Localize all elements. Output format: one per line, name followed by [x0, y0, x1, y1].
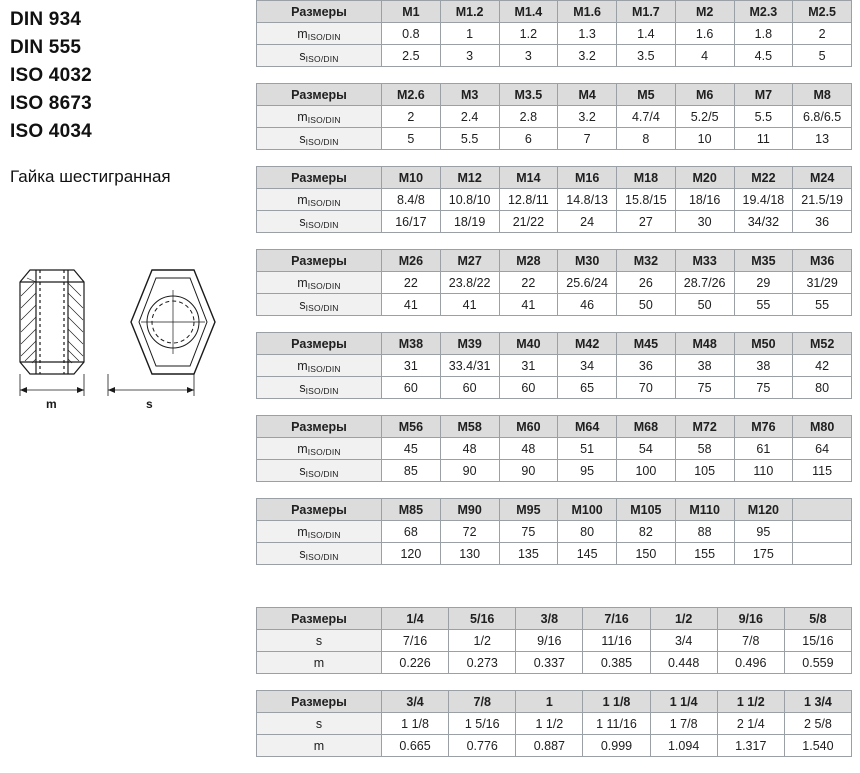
value-cell: 3 — [499, 45, 558, 67]
value-cell: 115 — [793, 460, 852, 482]
value-cell: 41 — [440, 294, 499, 316]
table-row — [257, 521, 852, 543]
row-label-s: $s_{ISO/DIN}$ — [257, 460, 382, 482]
row-label-m: $m_{ISO/DIN}$ — [257, 272, 382, 294]
value-cell: 110 — [734, 460, 793, 482]
size-cell: M58 — [440, 416, 499, 438]
standard-item: ISO 8673 — [10, 93, 92, 114]
value-cell: 1.094 — [650, 735, 717, 757]
size-cell: M26 — [382, 250, 441, 272]
size-cell: M1.7 — [617, 1, 676, 23]
row-label-m: $m_{ISO/DIN}$ — [257, 106, 382, 128]
row-header-label: Размеры — [257, 333, 382, 355]
value-cell: 38 — [734, 355, 793, 377]
value-cell: 1 11/16 — [583, 713, 650, 735]
value-cell: 19.4/18 — [734, 189, 793, 211]
table-row — [257, 608, 852, 630]
table-row — [257, 167, 852, 189]
size-cell: 1 1/8 — [583, 691, 650, 713]
row-label-s: $s_{ISO/DIN}$ — [257, 211, 382, 233]
value-cell: 1.2 — [499, 23, 558, 45]
value-cell: 55 — [793, 294, 852, 316]
value-cell: 7 — [558, 128, 617, 150]
table-row — [257, 106, 852, 128]
value-cell: 1.317 — [717, 735, 784, 757]
table-row — [257, 652, 852, 674]
size-cell: M95 — [499, 499, 558, 521]
row-header-label: Размеры — [257, 167, 382, 189]
value-cell: 8 — [617, 128, 676, 150]
value-cell: 0.385 — [583, 652, 650, 674]
size-cell: M68 — [617, 416, 676, 438]
value-cell: 3.2 — [558, 45, 617, 67]
value-cell: 23.8/22 — [440, 272, 499, 294]
size-cell: M8 — [793, 84, 852, 106]
size-cell: M1.4 — [499, 1, 558, 23]
row-label-s: s — [257, 630, 382, 652]
part-name: Гайка шестигранная — [10, 167, 171, 186]
value-cell: 0.999 — [583, 735, 650, 757]
row-header-label: Размеры — [257, 250, 382, 272]
value-cell: 9/16 — [516, 630, 583, 652]
table-row — [257, 23, 852, 45]
row-header-label: Размеры — [257, 499, 382, 521]
value-cell: 31/29 — [793, 272, 852, 294]
size-cell: M14 — [499, 167, 558, 189]
value-cell: 75 — [499, 521, 558, 543]
table-row — [257, 189, 852, 211]
value-cell: 80 — [558, 521, 617, 543]
size-cell: M18 — [617, 167, 676, 189]
row-label-m: $m_{ISO/DIN}$ — [257, 189, 382, 211]
value-cell: 2 — [382, 106, 441, 128]
table-row — [257, 630, 852, 652]
row-header-label: Размеры — [257, 84, 382, 106]
size-cell: M3.5 — [499, 84, 558, 106]
value-cell: 46 — [558, 294, 617, 316]
size-cell: 3/4 — [382, 691, 449, 713]
value-cell: 18/19 — [440, 211, 499, 233]
value-cell: 34/32 — [734, 211, 793, 233]
row-header-label: Размеры — [257, 1, 382, 23]
table-row — [257, 45, 852, 67]
standards-list — [10, 6, 250, 146]
value-cell: 12.8/11 — [499, 189, 558, 211]
size-cell: M32 — [617, 250, 676, 272]
dimension-tables — [256, 0, 856, 773]
value-cell: 48 — [499, 438, 558, 460]
value-cell: 5.2/5 — [675, 106, 734, 128]
table-row — [257, 499, 852, 521]
table-row — [257, 438, 852, 460]
value-cell: 2 5/8 — [784, 713, 851, 735]
value-cell: 8.4/8 — [382, 189, 441, 211]
value-cell: 100 — [617, 460, 676, 482]
value-cell: 4 — [675, 45, 734, 67]
size-cell: M52 — [793, 333, 852, 355]
size-cell: M2.6 — [382, 84, 441, 106]
size-cell: M120 — [734, 499, 793, 521]
size-cell: 1/2 — [650, 608, 717, 630]
standard-item: ISO 4032 — [10, 65, 92, 86]
size-cell: M2 — [675, 1, 734, 23]
table-row — [257, 377, 852, 399]
hex-nut-drawing — [8, 248, 238, 413]
size-cell: M60 — [499, 416, 558, 438]
size-cell: 1 3/4 — [784, 691, 851, 713]
value-cell: 3/4 — [650, 630, 717, 652]
value-cell: 145 — [558, 543, 617, 565]
dimension-label-m: m — [46, 397, 57, 411]
value-cell: 60 — [382, 377, 441, 399]
table-row — [257, 355, 852, 377]
value-cell: 31 — [382, 355, 441, 377]
table-row — [257, 333, 852, 355]
row-label-m: $m_{ISO/DIN}$ — [257, 521, 382, 543]
standard-item: DIN 934 — [10, 9, 82, 30]
value-cell: 6 — [499, 128, 558, 150]
empty-cell — [793, 499, 852, 521]
row-label-m: $m_{ISO/DIN}$ — [257, 438, 382, 460]
value-cell: 14.8/13 — [558, 189, 617, 211]
row-label-s: $s_{ISO/DIN}$ — [257, 543, 382, 565]
value-cell: 2 1/4 — [717, 713, 784, 735]
left-column — [10, 6, 250, 188]
value-cell: 0.273 — [449, 652, 516, 674]
value-cell: 41 — [499, 294, 558, 316]
table-row — [257, 294, 852, 316]
size-cell: M1.6 — [558, 1, 617, 23]
value-cell: 1.540 — [784, 735, 851, 757]
dimension-table-metric-2 — [256, 83, 852, 150]
size-cell: M1 — [382, 1, 441, 23]
size-cell: M10 — [382, 167, 441, 189]
size-cell: M38 — [382, 333, 441, 355]
value-cell: 80 — [793, 377, 852, 399]
table-row — [257, 211, 852, 233]
dimension-table-metric-7 — [256, 498, 852, 565]
value-cell: 72 — [440, 521, 499, 543]
row-label-m: $m_{ISO/DIN}$ — [257, 23, 382, 45]
size-cell: M90 — [440, 499, 499, 521]
value-cell: 3.5 — [617, 45, 676, 67]
value-cell: 70 — [617, 377, 676, 399]
row-header-label: Размеры — [257, 691, 382, 713]
value-cell: 7/8 — [717, 630, 784, 652]
size-cell: M36 — [793, 250, 852, 272]
value-cell: 61 — [734, 438, 793, 460]
row-label-s: $s_{ISO/DIN}$ — [257, 128, 382, 150]
value-cell: 55 — [734, 294, 793, 316]
value-cell: 85 — [382, 460, 441, 482]
size-cell: 5/8 — [784, 608, 851, 630]
empty-cell — [793, 543, 852, 565]
value-cell: 82 — [617, 521, 676, 543]
size-cell: M64 — [558, 416, 617, 438]
value-cell: 31 — [499, 355, 558, 377]
value-cell: 95 — [734, 521, 793, 543]
value-cell: 88 — [675, 521, 734, 543]
dimension-table-metric-3 — [256, 166, 852, 233]
value-cell: 130 — [440, 543, 499, 565]
standard-item: DIN 555 — [10, 37, 82, 58]
value-cell: 27 — [617, 211, 676, 233]
table-row — [257, 250, 852, 272]
value-cell: 1 5/16 — [449, 713, 516, 735]
value-cell: 58 — [675, 438, 734, 460]
value-cell: 1 — [440, 23, 499, 45]
size-cell: M12 — [440, 167, 499, 189]
value-cell: 150 — [617, 543, 676, 565]
value-cell: 36 — [617, 355, 676, 377]
size-cell: M20 — [675, 167, 734, 189]
size-cell: M33 — [675, 250, 734, 272]
value-cell: 1.8 — [734, 23, 793, 45]
value-cell: 175 — [734, 543, 793, 565]
row-label-m: $m_{ISO/DIN}$ — [257, 355, 382, 377]
row-header-label: Размеры — [257, 416, 382, 438]
value-cell: 41 — [382, 294, 441, 316]
size-cell: 1 1/2 — [717, 691, 784, 713]
size-cell: M45 — [617, 333, 676, 355]
size-cell: M5 — [617, 84, 676, 106]
value-cell: 75 — [675, 377, 734, 399]
value-cell: 5 — [793, 45, 852, 67]
value-cell: 50 — [675, 294, 734, 316]
table-row — [257, 128, 852, 150]
value-cell: 135 — [499, 543, 558, 565]
value-cell: 4.7/4 — [617, 106, 676, 128]
size-cell: M35 — [734, 250, 793, 272]
value-cell: 21.5/19 — [793, 189, 852, 211]
value-cell: 68 — [382, 521, 441, 543]
value-cell: 51 — [558, 438, 617, 460]
value-cell: 5.5 — [734, 106, 793, 128]
size-cell: M22 — [734, 167, 793, 189]
size-cell: M16 — [558, 167, 617, 189]
row-label-s: s — [257, 713, 382, 735]
size-cell: 1 — [516, 691, 583, 713]
size-cell: 7/8 — [449, 691, 516, 713]
value-cell: 10.8/10 — [440, 189, 499, 211]
row-label-s: $s_{ISO/DIN}$ — [257, 294, 382, 316]
value-cell: 54 — [617, 438, 676, 460]
value-cell: 15/16 — [784, 630, 851, 652]
dimension-table-imperial-1 — [256, 607, 852, 674]
value-cell: 33.4/31 — [440, 355, 499, 377]
dimension-table-metric-1 — [256, 0, 852, 67]
table-row — [257, 691, 852, 713]
dimension-table-metric-6 — [256, 415, 852, 482]
value-cell: 0.665 — [382, 735, 449, 757]
value-cell: 42 — [793, 355, 852, 377]
size-cell: M110 — [675, 499, 734, 521]
value-cell: 36 — [793, 211, 852, 233]
size-cell: M56 — [382, 416, 441, 438]
value-cell: 30 — [675, 211, 734, 233]
empty-cell — [793, 521, 852, 543]
value-cell: 90 — [499, 460, 558, 482]
size-cell: 7/16 — [583, 608, 650, 630]
value-cell: 1 1/8 — [382, 713, 449, 735]
value-cell: 22 — [382, 272, 441, 294]
size-cell: M6 — [675, 84, 734, 106]
value-cell: 155 — [675, 543, 734, 565]
value-cell: 4.5 — [734, 45, 793, 67]
value-cell: 45 — [382, 438, 441, 460]
size-cell: M105 — [617, 499, 676, 521]
value-cell: 105 — [675, 460, 734, 482]
value-cell: 0.559 — [784, 652, 851, 674]
value-cell: 1/2 — [449, 630, 516, 652]
value-cell: 11 — [734, 128, 793, 150]
value-cell: 7/16 — [382, 630, 449, 652]
value-cell: 60 — [440, 377, 499, 399]
size-cell: M42 — [558, 333, 617, 355]
value-cell: 28.7/26 — [675, 272, 734, 294]
value-cell: 64 — [793, 438, 852, 460]
dimension-label-s: s — [146, 397, 153, 411]
value-cell: 0.448 — [650, 652, 717, 674]
size-cell: M76 — [734, 416, 793, 438]
hex-nut-svg — [8, 248, 238, 413]
size-cell: M28 — [499, 250, 558, 272]
value-cell: 2 — [793, 23, 852, 45]
size-cell: 1/4 — [382, 608, 449, 630]
value-cell: 25.6/24 — [558, 272, 617, 294]
value-cell: 18/16 — [675, 189, 734, 211]
size-cell: M39 — [440, 333, 499, 355]
value-cell: 50 — [617, 294, 676, 316]
value-cell: 3.2 — [558, 106, 617, 128]
row-label-m: m — [257, 652, 382, 674]
table-row — [257, 460, 852, 482]
size-cell: M1.2 — [440, 1, 499, 23]
value-cell: 2.4 — [440, 106, 499, 128]
value-cell: 6.8/6.5 — [793, 106, 852, 128]
size-cell: M40 — [499, 333, 558, 355]
dimension-table-imperial-2 — [256, 690, 852, 757]
value-cell: 65 — [558, 377, 617, 399]
value-cell: 10 — [675, 128, 734, 150]
value-cell: 34 — [558, 355, 617, 377]
value-cell: 26 — [617, 272, 676, 294]
value-cell: 1.3 — [558, 23, 617, 45]
value-cell: 21/22 — [499, 211, 558, 233]
value-cell: 75 — [734, 377, 793, 399]
size-cell: 3/8 — [516, 608, 583, 630]
value-cell: 22 — [499, 272, 558, 294]
size-cell: M80 — [793, 416, 852, 438]
standard-item: ISO 4034 — [10, 121, 92, 142]
size-cell: 9/16 — [717, 608, 784, 630]
table-row — [257, 416, 852, 438]
value-cell: 5 — [382, 128, 441, 150]
size-cell: M24 — [793, 167, 852, 189]
size-cell: M30 — [558, 250, 617, 272]
value-cell: 0.8 — [382, 23, 441, 45]
size-cell: M100 — [558, 499, 617, 521]
size-cell: M48 — [675, 333, 734, 355]
value-cell: 1 1/2 — [516, 713, 583, 735]
value-cell: 15.8/15 — [617, 189, 676, 211]
value-cell: 2.8 — [499, 106, 558, 128]
value-cell: 95 — [558, 460, 617, 482]
table-row — [257, 1, 852, 23]
row-label-s: $s_{ISO/DIN}$ — [257, 377, 382, 399]
size-cell: M2.3 — [734, 1, 793, 23]
value-cell: 29 — [734, 272, 793, 294]
size-cell: M7 — [734, 84, 793, 106]
size-cell: M85 — [382, 499, 441, 521]
value-cell: 0.337 — [516, 652, 583, 674]
size-cell: M4 — [558, 84, 617, 106]
row-header-label: Размеры — [257, 608, 382, 630]
value-cell: 48 — [440, 438, 499, 460]
size-cell: M2.5 — [793, 1, 852, 23]
size-cell: 5/16 — [449, 608, 516, 630]
value-cell: 0.776 — [449, 735, 516, 757]
table-row — [257, 272, 852, 294]
value-cell: 11/16 — [583, 630, 650, 652]
value-cell: 24 — [558, 211, 617, 233]
value-cell: 60 — [499, 377, 558, 399]
size-cell: M50 — [734, 333, 793, 355]
size-cell: M72 — [675, 416, 734, 438]
size-cell: M3 — [440, 84, 499, 106]
value-cell: 1.6 — [675, 23, 734, 45]
row-label-m: m — [257, 735, 382, 757]
value-cell: 2.5 — [382, 45, 441, 67]
row-label-s: $s_{ISO/DIN}$ — [257, 45, 382, 67]
value-cell: 0.226 — [382, 652, 449, 674]
table-row — [257, 735, 852, 757]
table-row — [257, 543, 852, 565]
value-cell: 5.5 — [440, 128, 499, 150]
value-cell: 1 7/8 — [650, 713, 717, 735]
dimension-table-metric-5 — [256, 332, 852, 399]
value-cell: 1.4 — [617, 23, 676, 45]
value-cell: 90 — [440, 460, 499, 482]
value-cell: 120 — [382, 543, 441, 565]
table-row — [257, 84, 852, 106]
size-cell: M27 — [440, 250, 499, 272]
value-cell: 38 — [675, 355, 734, 377]
value-cell: 13 — [793, 128, 852, 150]
value-cell: 16/17 — [382, 211, 441, 233]
value-cell: 0.887 — [516, 735, 583, 757]
section-spacer — [256, 581, 856, 607]
value-cell: 3 — [440, 45, 499, 67]
value-cell: 0.496 — [717, 652, 784, 674]
dimension-table-metric-4 — [256, 249, 852, 316]
size-cell: 1 1/4 — [650, 691, 717, 713]
